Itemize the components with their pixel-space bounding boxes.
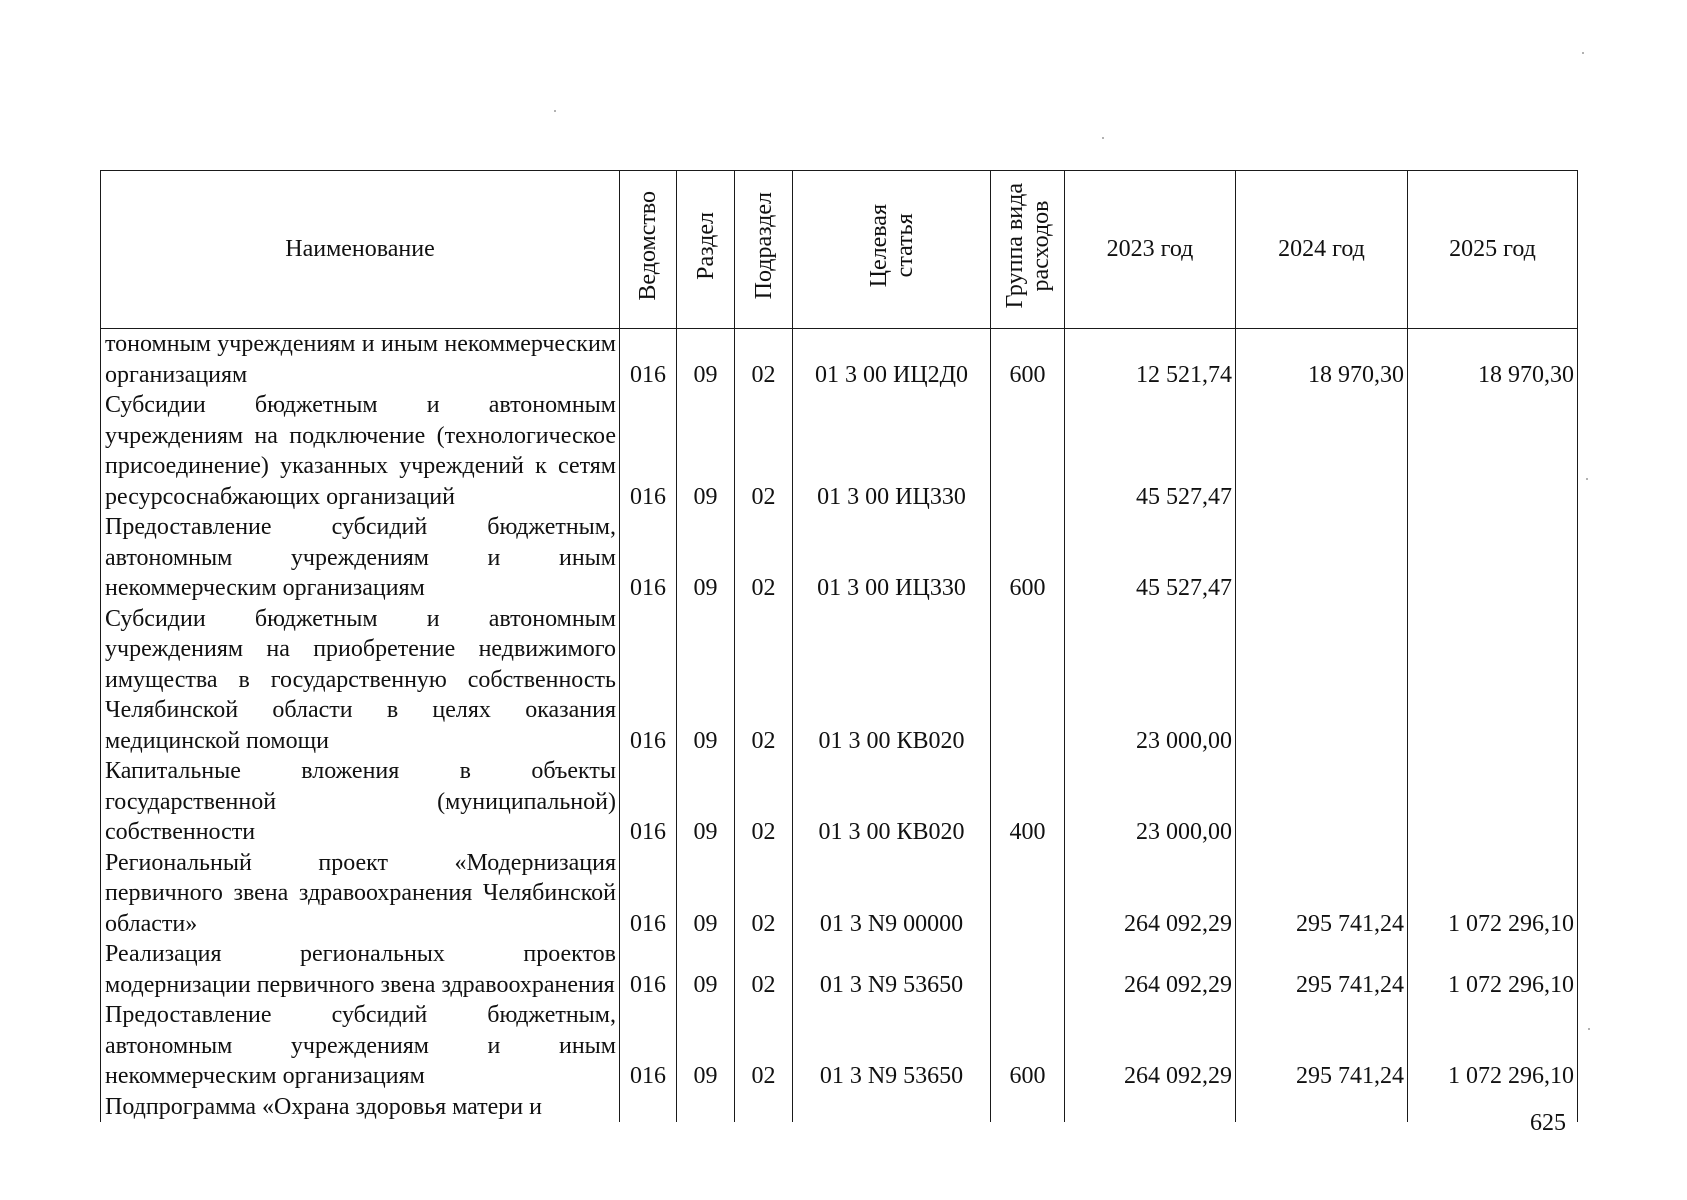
header-name: Наименование <box>101 171 620 329</box>
row-vedomstvo: 016 <box>620 1000 677 1092</box>
scan-speck <box>1588 1028 1590 1030</box>
row-name: Предоставление субсидий бюджетным, автономным учреждениям и иным некоммерческим организациям <box>101 512 620 604</box>
row-razdel: 09 <box>677 756 735 848</box>
row-celevaya-statya <box>793 1092 991 1123</box>
table-row <box>101 1092 1578 1123</box>
table-row <box>101 512 1578 604</box>
row-2025 <box>1408 604 1578 757</box>
table-row <box>101 604 1578 757</box>
row-celevaya-statya: 01 3 00 КВ020 <box>793 604 991 757</box>
row-2025 <box>1408 756 1578 848</box>
header-2023: 2023 год <box>1065 171 1236 329</box>
row-2024: 295 741,24 <box>1236 1000 1408 1092</box>
row-2025: 1 072 296,10 <box>1408 1000 1578 1092</box>
row-2024 <box>1236 1092 1408 1123</box>
row-2024 <box>1236 604 1408 757</box>
row-2023 <box>1065 1092 1236 1123</box>
row-razdel: 09 <box>677 1000 735 1092</box>
row-2023: 45 527,47 <box>1065 390 1236 512</box>
row-name: Реализация региональных проектов модернизации первичного звена здравоохранения <box>101 939 620 1000</box>
row-2023: 264 092,29 <box>1065 1000 1236 1092</box>
row-podrazdel: 02 <box>735 390 793 512</box>
row-razdel: 09 <box>677 390 735 512</box>
table-body <box>101 329 1578 1123</box>
row-name: Предоставление субсидий бюджетным, автономным учреждениям и иным некоммерческим организациям <box>101 1000 620 1092</box>
header-2024: 2024 год <box>1236 171 1408 329</box>
row-name: Региональный проект «Модернизация первичного звена здравоохранения Челябинской области» <box>101 848 620 940</box>
row-vedomstvo: 016 <box>620 390 677 512</box>
row-2024 <box>1236 390 1408 512</box>
page-number: 625 <box>1530 1110 1566 1136</box>
row-gruppa <box>991 848 1065 940</box>
header-gruppa-vida-rashodov: Группа вида расходов <box>991 171 1065 329</box>
row-vedomstvo: 016 <box>620 512 677 604</box>
row-podrazdel: 02 <box>735 756 793 848</box>
row-podrazdel: 02 <box>735 939 793 1000</box>
row-2025: 18 970,30 <box>1408 329 1578 391</box>
row-2024 <box>1236 756 1408 848</box>
row-razdel: 09 <box>677 604 735 757</box>
row-name: Субсидии бюджетным и автономным учреждениям на приобретение недвижимого имущества в государственную собственность Челябинской области в целях оказания медицинской помощи <box>101 604 620 757</box>
row-celevaya-statya: 01 3 00 ИЦ330 <box>793 390 991 512</box>
row-name: Капитальные вложения в объекты государственной (муниципальной) собственности <box>101 756 620 848</box>
table-header <box>101 171 1578 329</box>
row-gruppa <box>991 390 1065 512</box>
row-razdel: 09 <box>677 512 735 604</box>
row-podrazdel: 02 <box>735 512 793 604</box>
row-name: Субсидии бюджетным и автономным учреждениям на подключение (технологическое присоединение) указанных учреждений к сетям ресурсоснабжающих организаций <box>101 390 620 512</box>
header-celevaya-statya: Целевая статья <box>793 171 991 329</box>
row-gruppa <box>991 604 1065 757</box>
row-vedomstvo: 016 <box>620 939 677 1000</box>
row-2024: 295 741,24 <box>1236 939 1408 1000</box>
row-gruppa: 600 <box>991 1000 1065 1092</box>
row-podrazdel: 02 <box>735 604 793 757</box>
row-razdel <box>677 1092 735 1123</box>
row-podrazdel: 02 <box>735 1000 793 1092</box>
row-2025 <box>1408 512 1578 604</box>
row-2025: 1 072 296,10 <box>1408 848 1578 940</box>
row-gruppa <box>991 939 1065 1000</box>
row-podrazdel: 02 <box>735 329 793 391</box>
scan-speck <box>1586 478 1588 480</box>
scan-speck <box>1582 52 1584 54</box>
row-2023: 23 000,00 <box>1065 756 1236 848</box>
row-2023: 23 000,00 <box>1065 604 1236 757</box>
row-vedomstvo: 016 <box>620 329 677 391</box>
table-row <box>101 1000 1578 1092</box>
table-row <box>101 756 1578 848</box>
row-2023: 45 527,47 <box>1065 512 1236 604</box>
row-razdel: 09 <box>677 329 735 391</box>
row-2024 <box>1236 512 1408 604</box>
row-gruppa <box>991 1092 1065 1123</box>
row-2024: 18 970,30 <box>1236 329 1408 391</box>
row-gruppa: 400 <box>991 756 1065 848</box>
row-razdel: 09 <box>677 848 735 940</box>
row-razdel: 09 <box>677 939 735 1000</box>
row-celevaya-statya: 01 3 00 ИЦ330 <box>793 512 991 604</box>
scan-speck <box>1102 137 1104 139</box>
row-name: тономным учреждениям и иным некоммерческим организациям <box>101 329 620 391</box>
row-gruppa: 600 <box>991 329 1065 391</box>
budget-table <box>100 170 1578 1122</box>
row-celevaya-statya: 01 3 N9 00000 <box>793 848 991 940</box>
header-2025: 2025 год <box>1408 171 1578 329</box>
row-vedomstvo: 016 <box>620 848 677 940</box>
row-2023: 264 092,29 <box>1065 939 1236 1000</box>
table-row <box>101 939 1578 1000</box>
table-row <box>101 848 1578 940</box>
row-2023: 264 092,29 <box>1065 848 1236 940</box>
row-podrazdel: 02 <box>735 848 793 940</box>
row-gruppa: 600 <box>991 512 1065 604</box>
row-celevaya-statya: 01 3 N9 53650 <box>793 939 991 1000</box>
row-2024: 295 741,24 <box>1236 848 1408 940</box>
row-vedomstvo: 016 <box>620 756 677 848</box>
row-celevaya-statya: 01 3 00 КВ020 <box>793 756 991 848</box>
row-celevaya-statya: 01 3 00 ИЦ2Д0 <box>793 329 991 391</box>
row-celevaya-statya: 01 3 N9 53650 <box>793 1000 991 1092</box>
table-row <box>101 329 1578 391</box>
row-2023: 12 521,74 <box>1065 329 1236 391</box>
row-podrazdel <box>735 1092 793 1123</box>
header-podrazdel: Подраздел <box>735 171 793 329</box>
scan-speck <box>554 110 556 112</box>
row-2025: 1 072 296,10 <box>1408 939 1578 1000</box>
table-row <box>101 390 1578 512</box>
row-2025 <box>1408 390 1578 512</box>
row-name: Подпрограмма «Охрана здоровья матери и <box>101 1092 620 1123</box>
header-vedomstvo: Ведомство <box>620 171 677 329</box>
header-razdel: Раздел <box>677 171 735 329</box>
row-vedomstvo <box>620 1092 677 1123</box>
row-vedomstvo: 016 <box>620 604 677 757</box>
